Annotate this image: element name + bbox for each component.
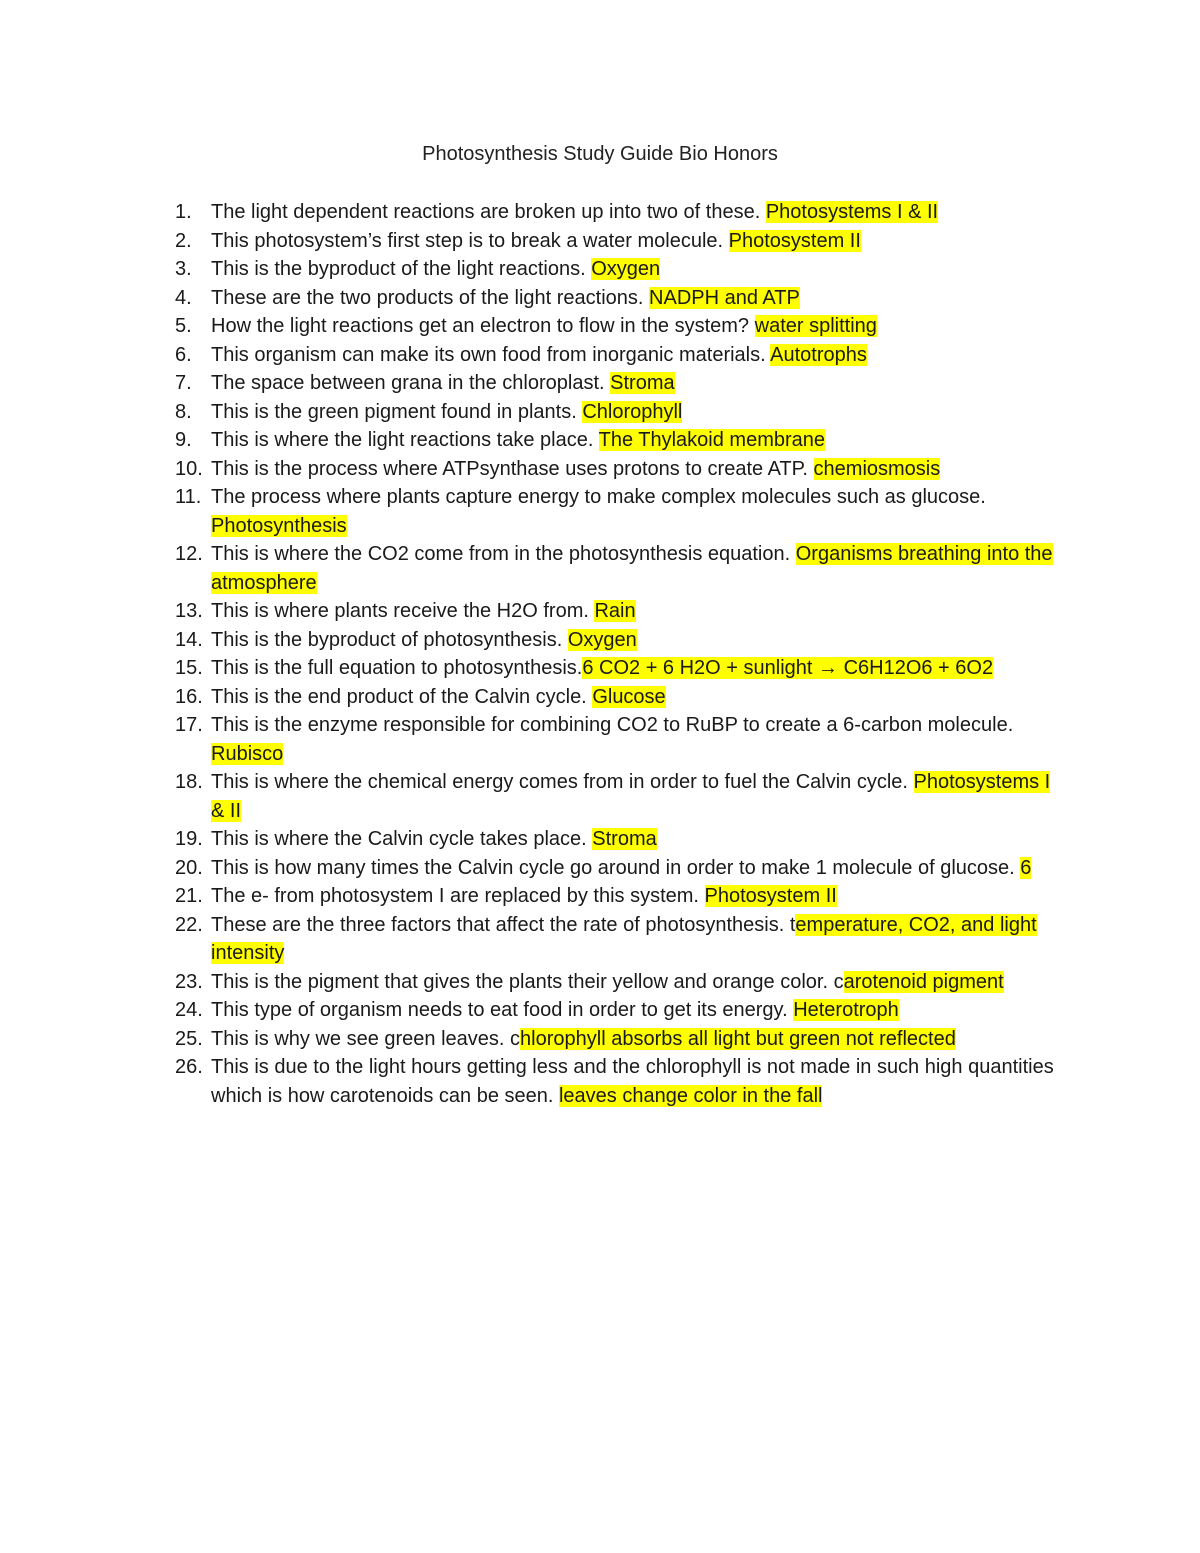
question-number: 8. [175, 400, 192, 423]
question-item [165, 1053, 1065, 1110]
answer-highlight: water splitting [754, 315, 877, 337]
question-item [165, 540, 1065, 597]
question-item [165, 711, 1065, 768]
answer-highlight: Rain [594, 600, 636, 622]
question-item [165, 626, 1065, 655]
question-number: 19. [175, 828, 203, 850]
question-item [165, 483, 1065, 540]
answer-highlight: Stroma [610, 372, 675, 394]
answer-highlight: 6 [1020, 856, 1032, 879]
question-number: 2. [175, 229, 192, 252]
question-number: 10. [175, 457, 203, 480]
answer-highlight: Autotrophs [770, 343, 867, 366]
question-text: This is why we see green leaves. c [211, 1027, 521, 1050]
question-text: This is the process where ATPsynthase uses protons to create ATP. [211, 457, 814, 480]
question-text: This is where the CO2 come from in the photosynthesis equation. [211, 543, 796, 565]
question-item [165, 825, 1065, 854]
question-number: 17. [175, 714, 203, 736]
question-number: 7. [175, 372, 192, 394]
answer-highlight: Stroma [592, 828, 657, 850]
question-number: 25. [175, 1027, 203, 1050]
question-number: 18. [175, 771, 203, 793]
question-number: 20. [175, 856, 203, 879]
question-item [165, 768, 1065, 825]
question-text: This type of organism needs to eat food in order to get its energy. [211, 999, 794, 1021]
answer-highlight: emperature, CO2, and light intensity [211, 913, 1037, 964]
answer-highlight: leaves change color in the fall [558, 1084, 823, 1107]
question-text: This photosystem’s first step is to break a water molecule. [211, 229, 729, 252]
answer-highlight: Chlorophyll [582, 400, 683, 423]
answer-highlight: 6 CO2 + 6 H2O + sunlight → C6H12O6 + 6O2 [582, 657, 994, 679]
question-text: The space between grana in the chloroplast. [211, 372, 611, 394]
question-item [165, 911, 1065, 968]
question-number: 13. [175, 600, 203, 622]
question-item [165, 341, 1065, 370]
question-text: This is the enzyme responsible for combining CO2 to RuBP to create a 6-carbon molecule. [211, 714, 1014, 736]
question-text: This is the byproduct of the light reactions. [211, 258, 592, 280]
question-number: 22. [175, 913, 203, 936]
question-text: These are the three factors that affect the rate of photosynthesis. t [211, 913, 796, 936]
answer-highlight: Photosystems I & II [211, 771, 1051, 822]
question-item [165, 654, 1065, 683]
question-text: This is the green pigment found in plants. [211, 400, 583, 423]
answer-highlight: Oxygen [591, 258, 661, 280]
question-item [165, 882, 1065, 911]
answer-highlight: Photosystem II [704, 885, 837, 907]
answer-highlight: The Thylakoid membrane [598, 429, 826, 451]
question-text: This is due to the light hours getting less and the chlorophyll is not made in such high quantities which is how carotenoids can be seen. [211, 1056, 1054, 1107]
answer-highlight: Glucose [592, 685, 666, 708]
question-item [165, 996, 1065, 1025]
question-item [165, 255, 1065, 284]
question-number: 1. [175, 201, 192, 223]
question-text: This is the byproduct of photosynthesis. [211, 628, 568, 651]
question-number: 16. [175, 685, 203, 708]
answer-highlight: Oxygen [567, 628, 637, 651]
question-item [165, 284, 1065, 313]
question-item [165, 398, 1065, 427]
answer-highlight: Organisms breathing into the atmosphere [211, 543, 1053, 594]
question-item [165, 854, 1065, 883]
question-number: 24. [175, 999, 203, 1021]
question-text: This is where the light reactions take place. [211, 429, 599, 451]
question-number: 4. [175, 286, 192, 309]
question-item [165, 455, 1065, 484]
question-text: This is where plants receive the H2O from. [211, 600, 595, 622]
question-item [165, 1025, 1065, 1054]
question-text: This is the full equation to photosynthesis. [211, 657, 583, 679]
question-number: 23. [175, 970, 203, 993]
question-text: The light dependent reactions are broken up into two of these. [211, 201, 766, 223]
answer-highlight: Photosynthesis [211, 514, 347, 537]
question-item [165, 198, 1065, 227]
question-number: 21. [175, 885, 203, 907]
question-text: This is where the chemical energy comes from in order to fuel the Calvin cycle. [211, 771, 914, 793]
question-number: 12. [175, 543, 203, 565]
question-text: The process where plants capture energy to make complex molecules such as glucose. [211, 486, 986, 508]
question-number: 9. [175, 429, 192, 451]
question-number: 14. [175, 628, 203, 651]
question-text: How the light reactions get an electron to flow in the system? [211, 315, 755, 337]
question-number: 5. [175, 315, 192, 337]
question-item [165, 369, 1065, 398]
question-number: 6. [175, 343, 192, 366]
question-text: This organism can make its own food from inorganic materials. [211, 343, 771, 366]
question-number: 26. [175, 1056, 203, 1078]
answer-highlight: Photosystems I & II [765, 201, 939, 223]
question-text: These are the two products of the light reactions. [211, 286, 650, 309]
question-text: This is where the Calvin cycle takes place. [211, 828, 593, 850]
answer-highlight: arotenoid pigment [843, 970, 1004, 993]
question-item [165, 968, 1065, 997]
question-number: 3. [175, 258, 192, 280]
answer-highlight: chemiosmosis [813, 457, 941, 480]
question-item [165, 597, 1065, 626]
question-number: 15. [175, 657, 203, 679]
question-item [165, 312, 1065, 341]
answer-highlight: Heterotroph [793, 999, 899, 1021]
question-text: This is the pigment that gives the plants their yellow and orange color. c [211, 970, 844, 993]
question-list [165, 198, 1065, 1110]
question-number: 11. [175, 486, 202, 508]
question-text: The e- from photosystem I are replaced by this system. [211, 885, 705, 907]
question-item [165, 227, 1065, 256]
answer-highlight: hlorophyll absorbs all light but green not reflected [520, 1027, 956, 1050]
question-item [165, 683, 1065, 712]
document-title: Photosynthesis Study Guide Bio Honors [422, 143, 778, 165]
answer-highlight: Rubisco [211, 742, 284, 765]
question-text: This is how many times the Calvin cycle go around in order to make 1 molecule of glucose. [211, 856, 1021, 879]
answer-highlight: NADPH and ATP [649, 286, 800, 309]
question-text: This is the end product of the Calvin cycle. [211, 685, 593, 708]
answer-highlight: Photosystem II [728, 229, 861, 252]
question-item [165, 426, 1065, 455]
